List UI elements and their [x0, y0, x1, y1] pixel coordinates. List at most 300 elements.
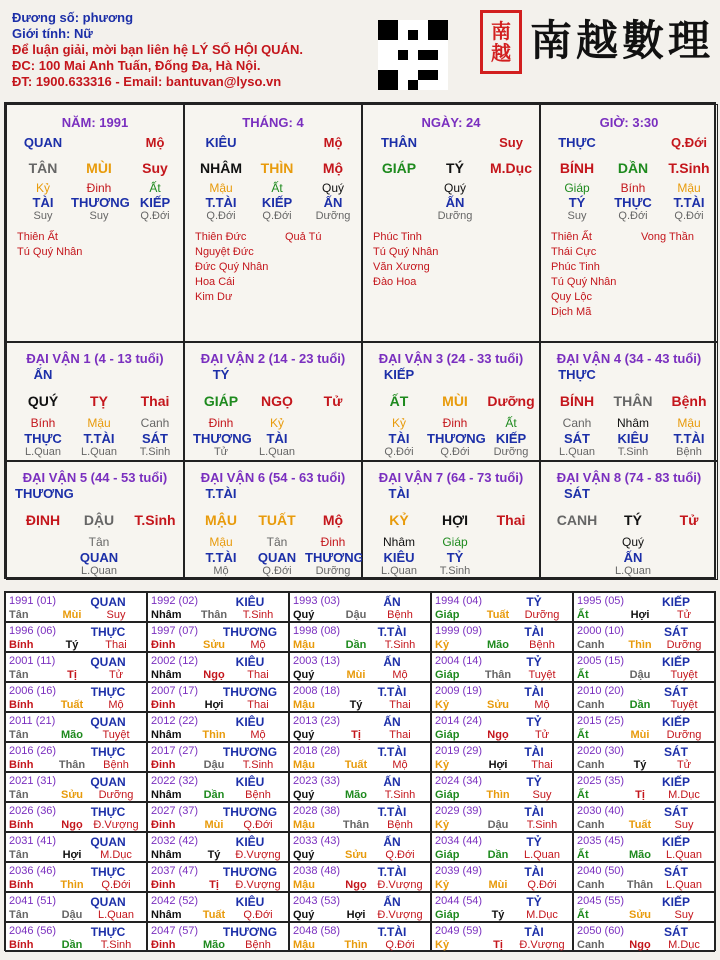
year-cell	[431, 922, 573, 952]
year-branch: Dậu	[345, 609, 367, 621]
year-stem: Quý	[293, 729, 315, 741]
year-label: 2039 (49)	[435, 865, 483, 877]
year-label: 2038 (48)	[293, 865, 341, 877]
year-god: KIÊU	[235, 775, 265, 789]
year-god: SÁT	[664, 625, 688, 639]
year-god: SÁT	[664, 805, 688, 819]
year-branch: Tý	[633, 759, 647, 771]
year-cell	[147, 622, 289, 652]
year-cell	[5, 802, 147, 832]
dai-van-item: Đinh	[442, 416, 468, 430]
dai-van-item: T.Sinh	[134, 512, 176, 528]
year-label: 2002 (12)	[151, 655, 199, 667]
pillar-item: Suy	[142, 160, 168, 176]
year-branch: Mão	[487, 639, 509, 651]
dai-van-item: Nhâm	[382, 535, 415, 549]
dai-van-item: Giáp	[442, 535, 468, 549]
pillar-cell	[6, 104, 184, 342]
year-god: TÀI	[524, 925, 544, 939]
year-god: ẤN	[383, 775, 401, 789]
year-cell	[573, 652, 715, 682]
year-branch: Sửu	[202, 639, 226, 651]
year-branch: Tị	[635, 789, 645, 801]
pillar-item: Suy	[33, 210, 53, 222]
year-stage: Đ.Vượng	[519, 939, 565, 951]
year-branch: Hợi	[630, 609, 650, 621]
pillar-item: KIẾP	[139, 195, 171, 210]
pillar-item: Quý	[321, 181, 344, 195]
year-stem: Quý	[293, 849, 315, 861]
pillar-item: Suy	[567, 210, 587, 222]
year-label: 1997 (07)	[151, 625, 199, 637]
year-stage: Dưỡng	[666, 729, 702, 741]
dai-van-item: CANH	[556, 512, 598, 528]
year-branch: Tý	[349, 699, 363, 711]
year-branch: Tị	[209, 879, 219, 891]
year-label: 2032 (42)	[151, 835, 199, 847]
star-item: Phúc Tinh	[551, 261, 600, 273]
year-stage: Bệnh	[387, 819, 413, 831]
year-stem: Tân	[9, 909, 29, 921]
pillar-item: Đinh	[86, 181, 112, 195]
year-label: 2026 (36)	[9, 805, 57, 817]
dai-van-item: KIÊU	[383, 550, 415, 565]
year-branch: Thìn	[202, 729, 226, 741]
dai-van-item: L.Quan	[380, 565, 418, 577]
star-item: Tú Quý Nhân	[551, 276, 617, 288]
year-stem: Đinh	[151, 939, 176, 951]
star-item: Phúc Tinh	[373, 231, 422, 243]
year-stem: Bính	[9, 879, 34, 891]
pillar-item: Q.Đới	[140, 210, 170, 222]
year-stage: Đ.Vượng	[377, 879, 423, 891]
year-stem: Kỷ	[435, 699, 450, 711]
year-god: TỶ	[526, 835, 542, 849]
dai-van-item: THƯƠNG	[305, 550, 364, 565]
year-branch: Thân	[342, 819, 370, 831]
year-cell	[147, 712, 289, 742]
year-stem: Bính	[9, 759, 34, 771]
pillar-title: NĂM: 1991	[61, 115, 129, 130]
year-stage: Tử	[676, 759, 692, 771]
year-label: 2016 (26)	[9, 745, 57, 757]
dai-van-title: ĐẠI VẬN 6 (54 - 63 tuổi)	[200, 470, 346, 485]
year-stem: Mậu	[293, 639, 315, 651]
year-cell	[5, 682, 147, 712]
year-stem: Giáp	[435, 789, 460, 801]
year-cell	[5, 862, 147, 892]
pillar-grid	[4, 102, 716, 579]
year-stem: Ất	[577, 849, 589, 861]
pillar-item: Ất	[149, 181, 161, 195]
dai-van-item: Đinh	[208, 416, 234, 430]
year-god: KIẾP	[661, 595, 690, 609]
year-stage: M.Dục	[526, 909, 558, 921]
year-cell	[5, 892, 147, 922]
year-cell	[147, 922, 289, 952]
year-stem: Mậu	[293, 879, 315, 891]
year-label: 2010 (20)	[577, 685, 625, 697]
dai-van-item: MÙI	[442, 393, 468, 409]
dai-van-item: MẬU	[205, 512, 237, 528]
year-label: 2007 (17)	[151, 685, 199, 697]
year-cell	[573, 742, 715, 772]
year-stage: Tử	[534, 729, 550, 741]
year-label: 2050 (60)	[577, 925, 625, 937]
pillar-item: Dưỡng	[437, 210, 473, 222]
year-stage: T.Sinh	[242, 759, 274, 771]
year-god: TỶ	[526, 775, 542, 789]
dai-van-item: THỰC	[558, 367, 596, 382]
year-god: TÀI	[524, 685, 544, 699]
pillar-cell	[362, 104, 540, 342]
year-branch: Dậu	[629, 669, 651, 681]
year-cell	[573, 712, 715, 742]
year-cell	[431, 682, 573, 712]
dai-van-cell	[6, 461, 184, 580]
year-branch: Mão	[345, 789, 367, 801]
dai-van-item: SÁT	[564, 431, 590, 446]
year-cell	[431, 622, 573, 652]
contact-note: Để luận giải, mời bạn liên hệ LÝ SỐ HỘI QUÁN.	[12, 42, 303, 57]
year-stage: Mộ	[108, 699, 124, 711]
year-god: ẤN	[383, 715, 401, 729]
year-branch: Sửu	[344, 849, 368, 861]
pillar-item: THƯƠNG	[71, 195, 130, 210]
year-stem: Nhâm	[151, 729, 182, 741]
year-cell	[431, 712, 573, 742]
year-branch: Tị	[351, 729, 361, 741]
year-branch: Ngọ	[345, 879, 367, 891]
dai-van-cell	[6, 342, 184, 461]
year-label: 1996 (06)	[9, 625, 57, 637]
year-stem: Bính	[9, 939, 34, 951]
dai-van-item: Mậu	[677, 416, 701, 430]
phone-email: ĐT: 1900.633316 - Email: bantuvan@lyso.vn	[12, 74, 282, 89]
dai-van-item: T.TÀI	[205, 486, 237, 501]
year-stem: Kỷ	[435, 879, 450, 891]
pillar-title: GIỜ: 3:30	[599, 115, 659, 130]
star-item: Đức Quý Nhân	[195, 261, 269, 273]
year-label: 2036 (46)	[9, 865, 57, 877]
year-branch: Hợi	[346, 909, 366, 921]
dai-van-item: QUAN	[257, 550, 297, 565]
year-label: 2006 (16)	[9, 685, 57, 697]
year-god: TỶ	[526, 595, 542, 609]
year-cell	[147, 682, 289, 712]
year-stage: Bệnh	[245, 939, 271, 951]
year-label: 2024 (34)	[435, 775, 483, 787]
year-god: QUAN	[90, 835, 126, 849]
year-label: 2045 (55)	[577, 895, 625, 907]
year-label: 2022 (32)	[151, 775, 199, 787]
dai-van-item: L.Quan	[258, 446, 296, 458]
year-branch: Sửu	[486, 699, 510, 711]
year-god: TỶ	[526, 715, 542, 729]
year-cell	[573, 802, 715, 832]
year-cell	[5, 922, 147, 952]
year-branch: Tuất	[486, 609, 510, 621]
dai-van-item: QUAN	[79, 550, 119, 565]
year-stage: Q.Đới	[243, 909, 273, 921]
star-item: Tú Quý Nhân	[373, 246, 439, 258]
dai-van-item: T.TÀI	[205, 550, 237, 565]
year-stage: Bệnh	[103, 759, 129, 771]
dai-van-item: Tân	[88, 535, 110, 549]
year-stage: Mộ	[534, 699, 550, 711]
dai-van-item: TỶ	[446, 550, 464, 565]
year-stem: Giáp	[435, 909, 460, 921]
year-stage: Mộ	[392, 759, 408, 771]
year-branch: Ngọ	[61, 819, 83, 831]
pillar-item: Bính	[620, 181, 646, 195]
dai-van-item: T.Sinh	[617, 446, 649, 458]
year-label: 2020 (30)	[577, 745, 625, 757]
year-stage: L.Quan	[665, 849, 703, 861]
year-cell	[289, 892, 431, 922]
year-label: 2044 (54)	[435, 895, 483, 907]
year-stem: Quý	[293, 789, 315, 801]
year-label: 2030 (40)	[577, 805, 625, 817]
year-label: 2027 (37)	[151, 805, 199, 817]
year-stem: Đinh	[151, 639, 176, 651]
year-cell	[289, 832, 431, 862]
star-item: Thiên Đức	[195, 231, 247, 243]
year-label: 2049 (59)	[435, 925, 483, 937]
year-branch: Dần	[203, 789, 225, 801]
year-stage: T.Sinh	[384, 639, 416, 651]
year-branch: Tý	[65, 639, 79, 651]
year-stem: Canh	[577, 699, 605, 711]
year-cell	[289, 742, 431, 772]
year-stage: Tuyệt	[102, 729, 130, 741]
pillar-item: Mộ	[323, 135, 343, 150]
year-stem: Bính	[9, 819, 34, 831]
year-label: 2003 (13)	[293, 655, 341, 667]
year-stem: Giáp	[435, 669, 460, 681]
year-stem: Quý	[293, 609, 315, 621]
year-god: TỶ	[526, 655, 542, 669]
year-god: T.TÀI	[377, 685, 407, 699]
year-cell	[5, 742, 147, 772]
year-cell	[289, 622, 431, 652]
dai-van-item: BÍNH	[559, 393, 595, 409]
year-stage: L.Quan	[97, 909, 135, 921]
year-stage: Mộ	[250, 639, 266, 651]
dai-van-item: THƯƠNG	[193, 431, 252, 446]
pillar-item: Q.Đới	[206, 210, 236, 222]
year-stem: Ất	[577, 789, 589, 801]
pillar-item: Q.Đới	[671, 135, 707, 150]
year-branch: Dần	[345, 639, 367, 651]
year-label: 2047 (57)	[151, 925, 199, 937]
year-branch: Mùi	[630, 729, 650, 741]
dai-van-item: Canh	[140, 416, 170, 430]
year-label: 2014 (24)	[435, 715, 483, 727]
pillar-item: Giáp	[564, 181, 590, 195]
year-stage: Q.Đới	[527, 879, 557, 891]
year-label: 2009 (19)	[435, 685, 483, 697]
year-label: 2018 (28)	[293, 745, 341, 757]
dai-van-item: Đinh	[320, 535, 346, 549]
year-stage: Đ.Vượng	[93, 819, 139, 831]
year-stage: T.Sinh	[384, 789, 416, 801]
pillar-item: TÝ	[568, 195, 586, 210]
year-stage: Dưỡng	[98, 789, 134, 801]
year-branch: Thìn	[486, 789, 510, 801]
year-stage: Thai	[247, 669, 269, 681]
year-branch: Hợi	[62, 849, 82, 861]
year-branch: Hợi	[488, 759, 508, 771]
pillar-item: Q.Đới	[618, 210, 648, 222]
year-stem: Mậu	[293, 759, 315, 771]
pillar-item: Dưỡng	[315, 210, 351, 222]
year-god: T.TÀI	[377, 865, 407, 879]
year-stem: Tân	[9, 609, 29, 621]
year-stem: Kỷ	[435, 819, 450, 831]
dai-van-cell	[540, 461, 718, 580]
year-stem: Canh	[577, 639, 605, 651]
year-label: 2040 (50)	[577, 865, 625, 877]
year-stage: Suy	[674, 819, 694, 831]
year-label: 2031 (41)	[9, 835, 57, 847]
dai-van-title: ĐẠI VẬN 7 (64 - 73 tuổi)	[378, 470, 524, 485]
year-stage: T.Sinh	[526, 819, 558, 831]
year-label: 1991 (01)	[9, 595, 57, 607]
year-stem: Canh	[577, 819, 605, 831]
year-label: 1992 (02)	[151, 595, 199, 607]
year-god: THỰC	[90, 805, 126, 819]
year-stage: Q.Đới	[385, 849, 415, 861]
year-god: KIẾP	[661, 775, 690, 789]
year-god: ẤN	[383, 655, 401, 669]
dai-van-title: ĐẠI VẬN 8 (74 - 83 tuổi)	[556, 470, 702, 485]
year-god: TÀI	[524, 745, 544, 759]
year-label: 1993 (03)	[293, 595, 341, 607]
star-item: Văn Xương	[373, 261, 430, 273]
pillar-item: Q.Đới	[674, 210, 704, 222]
star-item: Nguyệt Đức	[195, 246, 254, 258]
year-god: T.TÀI	[377, 625, 407, 639]
pillar-item: T.Sinh	[668, 160, 710, 176]
year-stem: Nhâm	[151, 669, 182, 681]
year-cell	[431, 892, 573, 922]
qr-code-icon	[378, 20, 448, 90]
year-god: T.TÀI	[377, 925, 407, 939]
year-stem: Tân	[9, 789, 29, 801]
year-god: SÁT	[664, 925, 688, 939]
year-cell	[289, 652, 431, 682]
year-branch: Dần	[487, 849, 509, 861]
year-cell	[573, 922, 715, 952]
year-stage: T.Sinh	[242, 609, 274, 621]
dai-van-item: Canh	[562, 416, 592, 430]
year-label: 2048 (58)	[293, 925, 341, 937]
year-stage: Suy	[106, 609, 126, 621]
year-god: KIÊU	[235, 595, 265, 609]
pillar-item: Mậu	[677, 181, 701, 195]
dai-van-item: ẤN	[33, 367, 53, 382]
dai-van-title: ĐẠI VẬN 2 (14 - 23 tuổi)	[200, 351, 346, 366]
dai-van-item: L.Quan	[558, 446, 596, 458]
year-label: 2019 (29)	[435, 745, 483, 757]
year-branch: Thân	[200, 609, 228, 621]
year-cell	[147, 802, 289, 832]
dai-van-item: T.Sinh	[439, 565, 471, 577]
year-god: SÁT	[664, 745, 688, 759]
year-stem: Tân	[9, 669, 29, 681]
year-cell	[573, 892, 715, 922]
year-stage: M.Dục	[668, 789, 700, 801]
dai-van-item: Mộ	[213, 565, 229, 577]
year-cell	[289, 802, 431, 832]
year-stage: Suy	[532, 789, 552, 801]
year-cell	[147, 832, 289, 862]
pillar-item: THỰC	[558, 135, 596, 150]
year-stem: Quý	[293, 669, 315, 681]
star-item: Thiên Ất	[551, 231, 592, 243]
year-label: 1994 (04)	[435, 595, 483, 607]
pillar-cell	[540, 104, 718, 342]
year-cell	[431, 802, 573, 832]
dai-van-title: ĐẠI VẬN 4 (34 - 43 tuổi)	[556, 351, 702, 366]
dai-van-item: TỴ	[90, 393, 108, 409]
year-god: THƯƠNG	[222, 745, 278, 759]
year-god: SÁT	[664, 865, 688, 879]
dai-van-item: SÁT	[142, 431, 168, 446]
dai-van-item: GIÁP	[203, 393, 239, 409]
star-item: Thái Cực	[551, 246, 597, 258]
year-stem: Ất	[577, 609, 589, 621]
year-stem: Ất	[577, 729, 589, 741]
year-god: TÀI	[524, 625, 544, 639]
year-cell	[573, 772, 715, 802]
pillar-item: MÙI	[86, 160, 112, 176]
dai-van-item: T.Sinh	[139, 446, 171, 458]
year-cell	[573, 592, 715, 622]
dai-van-item: Q.Đới	[262, 565, 292, 577]
dai-van-item: Kỷ	[269, 416, 284, 430]
pillar-item: THÌN	[260, 160, 294, 176]
year-god: THỰC	[90, 865, 126, 879]
year-god: QUAN	[90, 655, 126, 669]
year-label: 2012 (22)	[151, 715, 199, 727]
year-cell	[289, 772, 431, 802]
year-label: 2000 (10)	[577, 625, 625, 637]
dai-van-item: T.TÀI	[83, 431, 115, 446]
year-stage: Dưỡng	[666, 639, 702, 651]
year-god: THỰC	[90, 625, 126, 639]
pillar-item: THÂN	[380, 135, 418, 150]
year-cell	[431, 832, 573, 862]
year-branch: Tuất	[60, 699, 84, 711]
year-branch: Tuất	[202, 909, 226, 921]
dai-van-cell	[540, 342, 718, 461]
year-stage: Dưỡng	[524, 609, 560, 621]
pillar-item: Ất	[271, 181, 283, 195]
year-cell	[147, 592, 289, 622]
pillar-cell	[184, 104, 362, 342]
owner-name: Đương số: phương	[12, 10, 134, 25]
year-god: THỰC	[90, 925, 126, 939]
dai-van-item: Q.Đới	[440, 446, 470, 458]
dai-van-item: TUẤT	[258, 512, 296, 528]
year-god: KIÊU	[235, 835, 265, 849]
dai-van-item: Dưỡng	[493, 446, 529, 458]
year-stem: Nhâm	[151, 849, 182, 861]
year-stem: Ất	[577, 669, 589, 681]
pillar-item: KIẾP	[261, 195, 293, 210]
